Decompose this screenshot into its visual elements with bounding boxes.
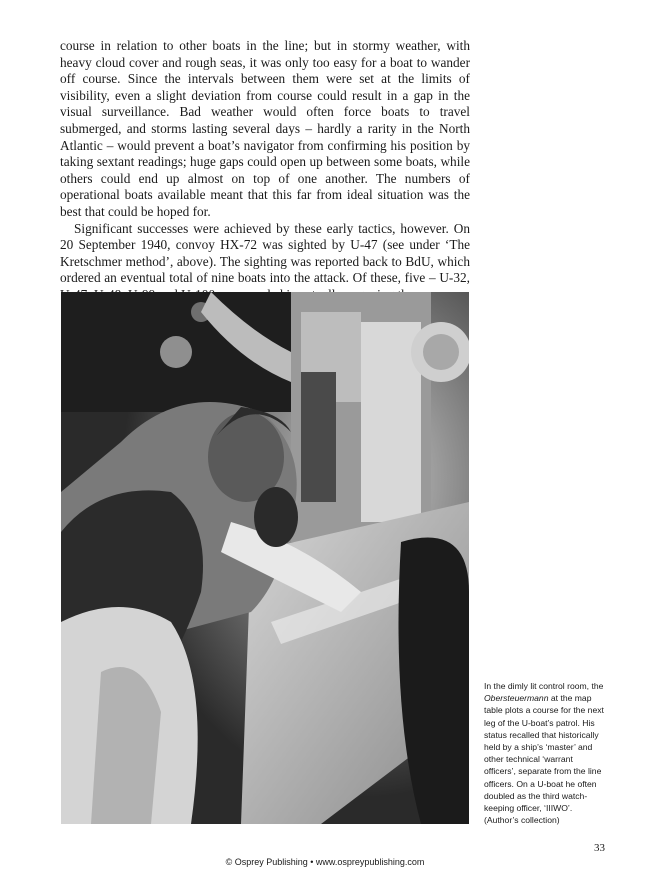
caption-text-end: at the map table plots a course for the next leg of the U-boat’s patrol. His status recalled that historically held by a ship’s ‘master’ and other technical ‘warrant officers’, separate from the line officers. On a U-boat he often doubled as the third watch-keeping officer, ‘IIIWO’. (Author’s collection) [484, 693, 604, 826]
paragraph-2: Significant successes were achieved by these early tactics, however. On 20 September 1940, convoy HX-72 was sighted by U-47 (see under ‘The Kretschmer method’, above). The sighting was reported back to BdU, which ordered an eventual total of nine boats into the attack. Of these, five – U-32, [60, 220, 470, 286]
page-number: 33 [594, 842, 605, 854]
footer: © Osprey Publishing • www.ospreypublishing.com [225, 857, 425, 867]
caption-term: Obersteuermann [484, 693, 549, 704]
photo-illustration [61, 292, 469, 824]
paragraph-1: course in relation to other boats in the line; but in stormy weather, with heavy cloud cover and rough seas, it was only too easy for a boat to wander off course. Since the intervals between them were set at the limits of visibility, even a slight deviation from course could result in a gap in the visual surveillance. Bad weather would often force boats to travel submerged, and storms lasting several days – hardly a rarity in the North Atlantic – would prevent a boat’s navigator from confirming his position by taking sextant readings; huge gaps could open up between some boats, while others could end up almost on top of one another. The numbers of operational boats available meant that this far from ideal situation was the best that could be hoped for. [60, 38, 470, 219]
photo-caption [484, 680, 606, 826]
caption-text-start: In the dimly lit control room, the [484, 681, 604, 691]
control-room-photo [61, 292, 469, 824]
body-text [60, 38, 470, 304]
